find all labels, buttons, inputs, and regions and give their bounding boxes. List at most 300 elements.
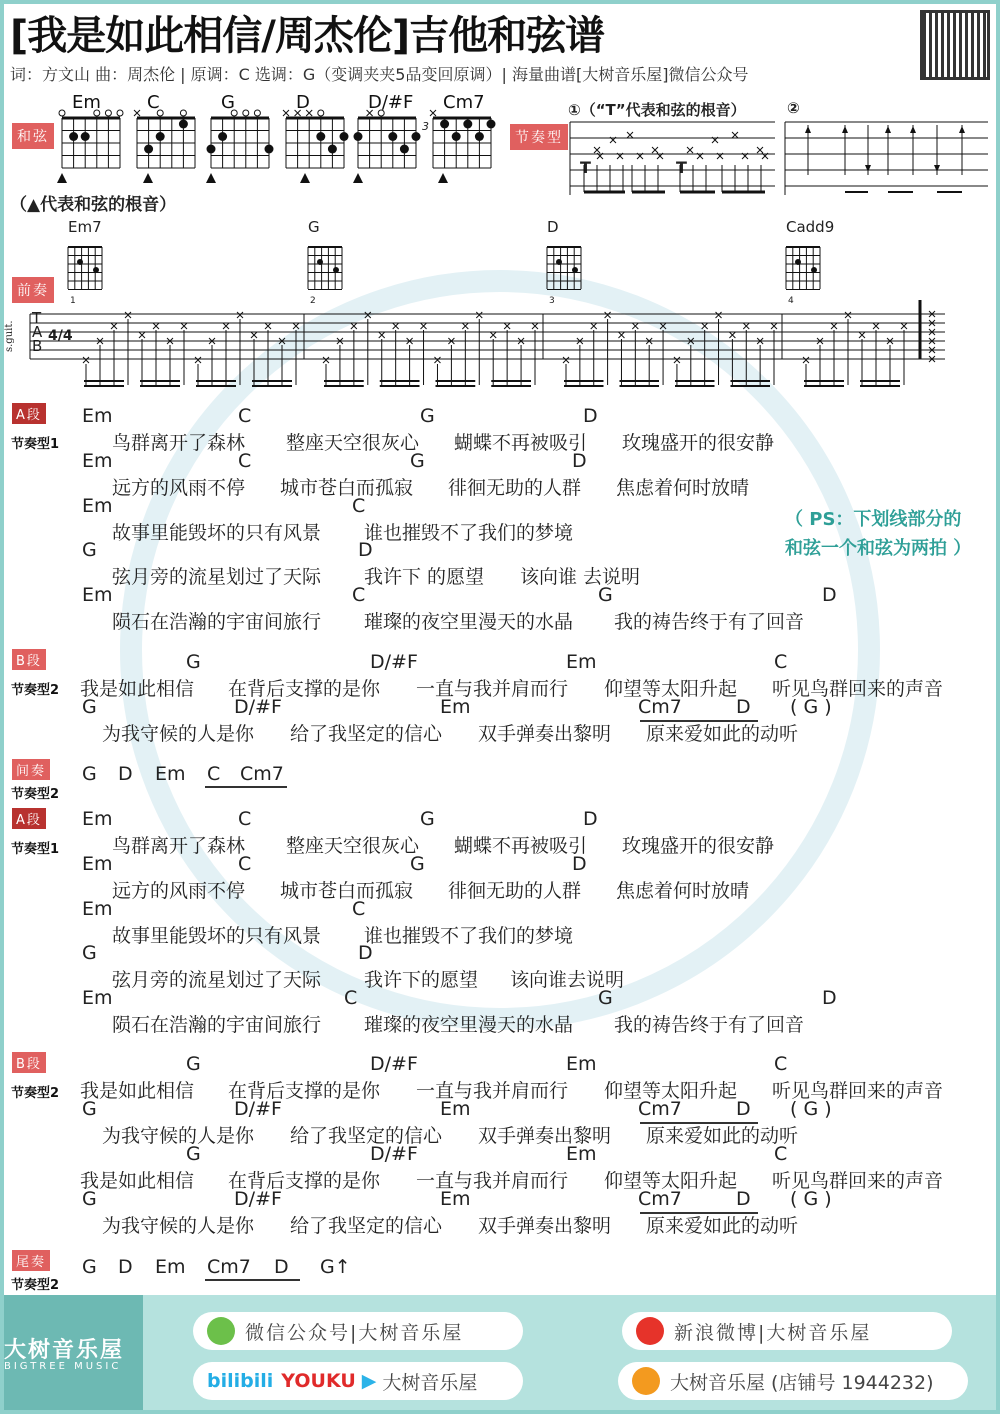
lyric-phrase: 给了我坚定的信心: [290, 722, 443, 745]
chord-symbol: Em: [82, 449, 113, 472]
open-string-icon: [105, 110, 111, 116]
tab-note-x: [771, 323, 777, 329]
root-triangle-icon: [353, 173, 363, 183]
open-string-icon: [243, 110, 249, 116]
root-triangle-icon: [300, 173, 310, 183]
chord-underline: [640, 1212, 758, 1214]
chord-symbol: G: [82, 695, 97, 718]
weibo-label: 新浪微博|大树音乐屋: [674, 1321, 872, 1344]
chords-label: 和弦: [12, 123, 54, 149]
chord-symbol: C: [352, 897, 366, 920]
chord-symbol: ( G ): [790, 1188, 832, 1210]
chord-name: G: [221, 92, 235, 113]
finger-dot: [400, 145, 409, 154]
lyric-phrase: 原来爱如此的动听: [646, 1125, 799, 1147]
open-string-icon: [180, 110, 186, 116]
chord-symbol: D: [358, 539, 373, 562]
chord-symbol: D/#F: [234, 695, 282, 718]
strum-x: [627, 132, 633, 138]
tab-note-x: [901, 323, 907, 329]
lyric-phrase: 蝴蝶不再被吸引: [454, 835, 588, 857]
mute-icon: [295, 110, 301, 116]
chord-symbol: G: [82, 763, 97, 785]
chord-symbol: Em: [155, 763, 186, 785]
finger-dot: [475, 132, 484, 141]
finger-dot: [218, 132, 227, 141]
section-label: 间奏: [12, 759, 50, 780]
tab-note-x: [181, 323, 187, 329]
play-icon: ▶: [361, 1370, 377, 1392]
chord-symbol: C: [238, 405, 252, 427]
chord-symbol: G: [82, 1256, 97, 1278]
root-triangle-icon: [206, 173, 216, 183]
tab-note-x: [873, 323, 879, 329]
chord-symbol: Cm7: [638, 1098, 682, 1120]
lyric-phrase: 听见鸟群回来的声音: [772, 678, 944, 700]
measure-number: 4: [788, 296, 794, 306]
rhythm-type-label: 节奏型1: [11, 437, 60, 452]
lyric-phrase: 我许下 的愿望: [364, 566, 485, 589]
lyric-phrase: 整座天空很灰心: [286, 835, 420, 857]
lyric-phrase: 我是如此相信: [80, 1080, 195, 1102]
chord-symbol: G: [82, 539, 97, 562]
rhythm-type-label: 节奏型2: [11, 1278, 60, 1293]
tab-note-x: [265, 323, 271, 329]
tab-note-x: [365, 312, 371, 318]
tab-note-x: [716, 312, 722, 318]
section-label: B段: [12, 649, 46, 670]
lyric-phrase: 在背后支撑的是你: [228, 1170, 381, 1192]
arrow-up-icon: [885, 126, 891, 133]
open-string-icon: [94, 110, 100, 116]
tab-note-x: [223, 323, 229, 329]
chord-symbol: ( G ): [790, 695, 832, 718]
lyric-phrase: 陨石在浩瀚的宇宙间旅行: [112, 1014, 322, 1037]
chord-symbol: ( G ): [790, 1098, 832, 1120]
chord-symbol: G: [410, 449, 425, 472]
arrow-down-icon: [934, 165, 940, 172]
chord-symbol: Cm7: [207, 1256, 251, 1278]
tab-letter: B: [32, 337, 43, 355]
lyric-phrase: 我许下的愿望: [364, 969, 479, 992]
lyric-phrase: 原来爱如此的动听: [646, 1215, 799, 1237]
chord-symbol: D/#F: [234, 1188, 282, 1210]
video-links[interactable]: [193, 1362, 523, 1400]
root-triangle-icon: [57, 173, 67, 183]
taobao-label: 大树音乐屋 (店铺号 1944232): [670, 1371, 934, 1394]
ps-note: [785, 505, 971, 563]
chord-symbol: Em: [82, 808, 113, 830]
chord-symbol: Em: [566, 651, 597, 673]
lyric-phrase: 故事里能毁坏的只有风景: [112, 521, 322, 544]
finger-dot: [207, 145, 216, 154]
lyric-phrase: 一直与我并肩而行: [416, 1170, 569, 1192]
lyric-phrase: 陨石在浩瀚的宇宙间旅行: [112, 611, 322, 634]
chord-symbol: G↑: [320, 1256, 351, 1278]
rhythm-type-label: 节奏型2: [11, 683, 60, 698]
tab-letter: T: [32, 309, 42, 327]
wechat-icon: [207, 1317, 235, 1345]
lyric-phrase: 听见鸟群回来的声音: [772, 1170, 944, 1192]
finger-dot: [77, 259, 83, 265]
chord-symbol: Cm7: [240, 763, 284, 785]
section-label: 尾奏: [12, 1250, 50, 1271]
tab-note-x: [379, 332, 385, 338]
lyric-phrase: 城市苍白而孤寂: [280, 476, 414, 499]
finger-dot: [69, 132, 78, 141]
lyric-phrase: 在背后支撑的是你: [228, 1080, 381, 1102]
bilibili-logo: bilibili: [207, 1370, 274, 1392]
lyric-phrase: 焦虑着何时放晴: [616, 476, 750, 499]
chord-symbol: D/#F: [234, 1098, 282, 1120]
rhythm-type-label: 节奏型2: [11, 1086, 60, 1101]
tab-note-x: [111, 323, 117, 329]
chord-symbol: D/#F: [370, 1143, 418, 1165]
intro-chord-name: D: [547, 218, 559, 236]
chord-name: Cm7: [443, 92, 485, 113]
finger-dot: [354, 132, 363, 141]
open-string-icon: [318, 110, 324, 116]
lyric-phrase: 为我守候的人是你: [102, 1215, 255, 1237]
chord-symbol: G: [420, 808, 435, 830]
lyric-phrase: 我的祷告终于有了回音: [614, 611, 805, 634]
chord-symbol: Em: [82, 494, 113, 517]
lyric-phrase: 该向谁去说明: [510, 969, 625, 992]
chord-symbol: G: [82, 1098, 97, 1120]
root-mark: T: [580, 158, 591, 177]
finger-dot: [556, 259, 562, 265]
chord-symbol: D/#F: [370, 651, 418, 673]
lyric-phrase: 为我守候的人是你: [102, 722, 255, 745]
chord-symbol: C: [774, 1053, 788, 1075]
lyric-phrase: 给了我坚定的信心: [290, 1215, 443, 1237]
chord-underline: [640, 1122, 758, 1124]
chord-underline: [205, 786, 287, 788]
open-string-icon: [117, 110, 123, 116]
tab-note-x: [803, 357, 809, 363]
chord-symbol: D: [736, 1188, 751, 1210]
wechat-label: 微信公众号|大树音乐屋: [245, 1321, 464, 1344]
finger-dot: [328, 145, 337, 154]
tab-note-x: [845, 312, 851, 318]
tab-letter: A: [32, 323, 43, 341]
youku-logo: YOUKU: [281, 1370, 356, 1392]
finger-dot: [81, 132, 90, 141]
lyric-phrase: 一直与我并肩而行: [416, 678, 569, 700]
intro-chord-name: Em7: [68, 218, 102, 236]
lyric-phrase: 城市苍白而孤寂: [280, 879, 414, 902]
time-signature: 4/4: [48, 328, 73, 344]
page-title: [我是如此相信/周杰伦]吉他和弦谱: [10, 13, 605, 59]
lyric-phrase: 谁也摧毁不了我们的梦境: [364, 924, 574, 947]
root-note-legend: （▲代表和弦的根音）: [10, 195, 177, 215]
footer-brand: [0, 1295, 143, 1414]
lyric-phrase: 该向谁 去说明: [520, 566, 641, 589]
strum-x: [732, 132, 738, 138]
tab-note-x: [618, 332, 624, 338]
tab-note-x: [251, 332, 257, 338]
chord-symbol: G: [410, 852, 425, 875]
lyric-phrase: 故事里能毁坏的只有风景: [112, 924, 322, 947]
intro-chord-name: G: [308, 218, 320, 236]
chord-symbol: Em: [440, 1188, 471, 1210]
lyric-phrase: 焦虑着何时放晴: [616, 879, 750, 902]
chord-symbol: D: [572, 449, 587, 472]
lyric-phrase: 远方的风雨不停: [112, 879, 246, 902]
finger-dot: [317, 259, 323, 265]
finger-dot: [412, 132, 421, 141]
finger-dot: [340, 132, 349, 141]
root-triangle-icon: [438, 173, 448, 183]
lyric-phrase: 徘徊无助的人群: [448, 879, 582, 902]
tab-note-x: [660, 323, 666, 329]
tab-note-x: [323, 357, 329, 363]
mute-icon: [134, 110, 140, 116]
root-triangle-icon: [143, 173, 153, 183]
chord-symbol: G: [186, 1053, 201, 1075]
lyric-phrase: 玫瑰盛开的很安静: [622, 835, 775, 857]
finger-dot: [93, 267, 99, 273]
mute-icon: [367, 110, 373, 116]
strum-x: [687, 147, 693, 153]
lyric-phrase: 原来爱如此的动听: [646, 722, 799, 745]
finger-dot: [487, 120, 496, 129]
open-string-icon: [231, 110, 237, 116]
chord-symbol: Em: [82, 987, 113, 1010]
taobao-icon: [632, 1367, 660, 1395]
finger-dot: [316, 132, 325, 141]
intro-chord-name: Cadd9: [786, 218, 835, 236]
mute-icon: [306, 110, 312, 116]
ps-note-line: 和弦一个和弦为两拍 ）: [785, 538, 972, 559]
chord-symbol: C: [207, 763, 221, 785]
chord-symbol: D: [583, 405, 598, 427]
lyric-phrase: 徘徊无助的人群: [448, 476, 582, 499]
intro-label: 前奏: [12, 277, 54, 303]
chord-symbol: G: [186, 651, 201, 673]
tab-note-x: [421, 323, 427, 329]
chord-name: D/#F: [368, 92, 414, 113]
chord-symbol: D: [358, 942, 373, 965]
section-label: B段: [12, 1052, 46, 1073]
tab-note-x: [393, 323, 399, 329]
lyric-phrase: 璀璨的夜空里漫天的水晶: [364, 611, 574, 634]
chord-symbol: C: [774, 651, 788, 673]
tab-note-x: [490, 332, 496, 338]
lyric-phrase: 玫瑰盛开的很安静: [622, 432, 775, 454]
lyric-phrase: 为我守候的人是你: [102, 1125, 255, 1147]
tab-note-x: [125, 312, 131, 318]
tab-note-x: [674, 357, 680, 363]
brand-name-en: BIGTREE MUSIC: [4, 1361, 122, 1372]
tab-note-x: [153, 323, 159, 329]
chord-symbol: Em: [155, 1256, 186, 1278]
measure-number: 1: [70, 296, 76, 306]
tab-note-x: [831, 323, 837, 329]
strum-x: [594, 147, 600, 153]
open-string-icon: [157, 110, 163, 116]
lyric-phrase: 鸟群离开了森林: [112, 432, 246, 454]
tab-note-x: [743, 323, 749, 329]
tab-note-x: [702, 323, 708, 329]
lyric-phrase: 仰望等太阳升起: [604, 1080, 738, 1102]
rhythm-pattern-1-caption: ①（“T”代表和弦的根音）: [568, 101, 746, 119]
lyric-phrase: 远方的风雨不停: [112, 476, 246, 499]
lyric-phrase: 在背后支撑的是你: [228, 678, 381, 700]
video-channel-name: 大树音乐屋: [382, 1371, 478, 1394]
open-string-icon: [59, 110, 65, 116]
chord-symbol: D: [118, 763, 133, 785]
lyric-phrase: 蝴蝶不再被吸引: [454, 432, 588, 454]
arrow-up-icon: [910, 126, 916, 133]
tab-note-x: [83, 357, 89, 363]
chord-symbol: Em: [566, 1143, 597, 1165]
finger-dot: [265, 145, 274, 154]
arrow-down-icon: [865, 165, 871, 172]
arrow-up-icon: [842, 126, 848, 133]
finger-dot: [156, 132, 165, 141]
chord-name: D: [296, 92, 310, 113]
chord-symbol: C: [352, 494, 366, 517]
tab-note-x: [859, 332, 865, 338]
mute-icon: [430, 110, 436, 116]
arrow-up-icon: [959, 126, 965, 133]
rhythm-pattern-2-caption: ②: [787, 99, 800, 117]
tab-note-x: [351, 323, 357, 329]
tab-note-x: [504, 323, 510, 329]
arrow-up-icon: [805, 126, 811, 133]
song-info: 词：方文山 曲：周杰伦 | 原调：C 选调：G（变调夹夹5品变回原调）| 海量曲谱[大树音乐屋]微信公众号: [10, 65, 749, 84]
chord-symbol: Em: [82, 584, 113, 607]
section-label: A段: [12, 808, 46, 829]
chord-symbol: G: [598, 987, 613, 1010]
chord-symbol: D: [274, 1256, 289, 1278]
chord-symbol: G: [82, 1188, 97, 1210]
lyric-phrase: 听见鸟群回来的声音: [772, 1080, 944, 1102]
strum-x: [757, 147, 763, 153]
tab-note-x: [434, 357, 440, 363]
open-string-icon: [378, 110, 384, 116]
lyric-phrase: 双手弹奏出黎明: [478, 722, 612, 745]
chord-symbol: C: [238, 852, 252, 875]
brand-name: 大树音乐屋: [4, 1338, 125, 1363]
chord-symbol: G: [420, 405, 435, 427]
weibo-icon: [636, 1317, 664, 1345]
root-mark: T: [676, 158, 687, 177]
chord-symbol: Em: [82, 897, 113, 920]
lyric-phrase: 我是如此相信: [80, 678, 195, 700]
finger-dot: [572, 267, 578, 273]
tab-note-x: [729, 332, 735, 338]
finger-dot: [811, 267, 817, 273]
lyric-phrase: 弦月旁的流星划过了天际: [112, 566, 322, 589]
chord-underline: [640, 720, 758, 722]
chord-symbol: Em: [440, 695, 471, 718]
chord-symbol: Em: [82, 852, 113, 875]
tab-note-x: [476, 312, 482, 318]
chord-symbol: C: [238, 449, 252, 472]
mute-icon: [283, 110, 289, 116]
chord-symbol: D: [736, 1098, 751, 1120]
lyric-phrase: 双手弹奏出黎明: [478, 1125, 612, 1147]
finger-dot: [463, 120, 472, 129]
chord-symbol: Cm7: [638, 695, 682, 718]
taobao-link[interactable]: [618, 1362, 968, 1400]
chord-symbol: D/#F: [370, 1053, 418, 1075]
tab-note-x: [293, 323, 299, 329]
rhythm-type-label: 节奏型1: [11, 842, 60, 857]
chord-symbol: C: [238, 808, 252, 830]
chord-symbol: D: [736, 695, 751, 718]
lyric-phrase: 仰望等太阳升起: [604, 1170, 738, 1192]
lyric-phrase: 仰望等太阳升起: [604, 678, 738, 700]
tab-note-x: [632, 323, 638, 329]
measure-number: 3: [549, 296, 555, 306]
fret-marker: 3: [422, 120, 429, 133]
lyric-phrase: 我的祷告终于有了回音: [614, 1014, 805, 1037]
lyric-phrase: 给了我坚定的信心: [290, 1125, 443, 1147]
finger-dot: [440, 120, 449, 129]
chord-symbol: G: [598, 584, 613, 607]
chord-symbol: Cm7: [638, 1188, 682, 1210]
chord-symbol: C: [352, 584, 366, 607]
tab-note-x: [591, 323, 597, 329]
chord-symbol: G: [186, 1143, 201, 1165]
chord-symbol: G: [82, 942, 97, 965]
chord-symbol: Em: [566, 1053, 597, 1075]
wechat-link[interactable]: [193, 1312, 523, 1350]
chord-symbol: D: [822, 584, 837, 607]
lyric-phrase: 双手弹奏出黎明: [478, 1215, 612, 1237]
tab-note-x: [237, 312, 243, 318]
lyric-phrase: 鸟群离开了森林: [112, 835, 246, 857]
weibo-link[interactable]: [622, 1312, 952, 1350]
chord-name: Em: [72, 92, 101, 113]
ps-note-line: （ PS：下划线部分的: [785, 509, 962, 530]
finger-dot: [452, 132, 461, 141]
tab-note-x: [139, 332, 145, 338]
instrument-label: s.guit.: [4, 320, 15, 352]
finger-dot: [388, 132, 397, 141]
tab-note-x: [563, 357, 569, 363]
finger-dot: [144, 145, 153, 154]
chord-symbol: D: [118, 1256, 133, 1278]
finger-dot: [179, 120, 188, 129]
tab-note-x: [462, 323, 468, 329]
open-string-icon: [254, 110, 260, 116]
chord-symbol: C: [774, 1143, 788, 1165]
lyric-phrase: 璀璨的夜空里漫天的水晶: [364, 1014, 574, 1037]
chord-symbol: D: [822, 987, 837, 1010]
chord-symbol: Em: [440, 1098, 471, 1120]
rhythm-type-label: 节奏型2: [11, 787, 60, 802]
lyric-phrase: 我是如此相信: [80, 1170, 195, 1192]
lyric-phrase: 谁也摧毁不了我们的梦境: [364, 521, 574, 544]
lyric-phrase: 弦月旁的流星划过了天际: [112, 969, 322, 992]
measure-number: 2: [310, 296, 316, 306]
tab-note-x: [605, 312, 611, 318]
finger-dot: [795, 259, 801, 265]
chord-underline: [205, 1279, 300, 1281]
chord-symbol: D: [572, 852, 587, 875]
finger-dot: [333, 267, 339, 273]
chord-symbol: Em: [82, 405, 113, 427]
rhythm-label: 节奏型: [510, 124, 568, 150]
tab-note-x: [532, 323, 538, 329]
strum-x: [652, 147, 658, 153]
lyric-phrase: 一直与我并肩而行: [416, 1080, 569, 1102]
section-label: A段: [12, 403, 46, 424]
